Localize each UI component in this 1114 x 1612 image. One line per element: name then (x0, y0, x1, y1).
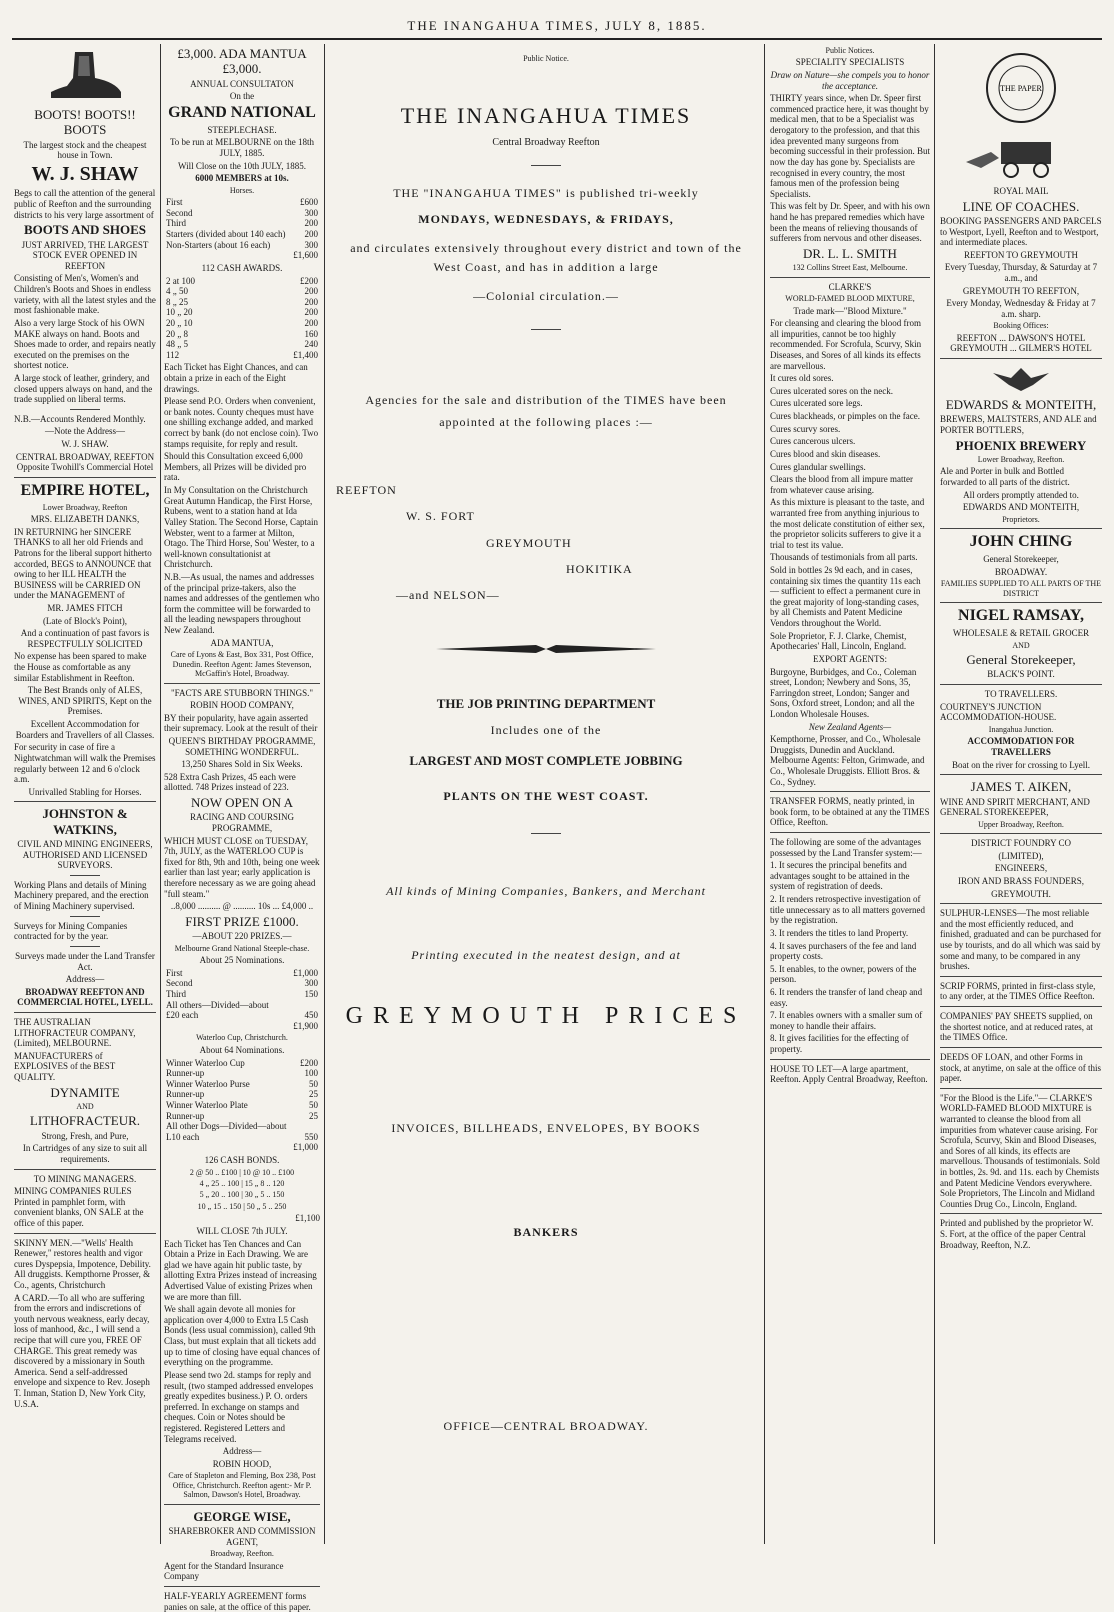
ada-sig: ADA MANTUA, (210, 637, 274, 648)
engineers: ENGINEERS, (994, 863, 1048, 874)
bonds-row: 2 @ 50 .. £100 | 10 @ 10 .. £100 (189, 1167, 295, 1177)
queens-birthday: QUEEN'S BIRTHDAY PROGRAMME, SOMETHING WONDERFUL. (168, 735, 316, 757)
central-broadway: Central Broadway Reefton (492, 137, 600, 149)
accommodation-travellers: ACCOMMODATION FOR TRAVELLERS (967, 736, 1075, 757)
john-ching: JOHN CHING (969, 533, 1073, 551)
table-row: £20 each 450 (166, 1010, 318, 1021)
best-brands: The Best Brands only of ALES, WINES, AND SPIRITS, Kept on the Premises. (18, 685, 152, 717)
list-item: 6. It renders the transfer of land cheap and easy. (770, 986, 923, 1008)
lithofrac-company: THE AUSTRALIAN LITHOFRACTEUR COMPANY, (Limited), MELBOURNE. (14, 1016, 136, 1049)
thirty-years: THIRTY years since, when Dr. Speer first commenced practice here, it was thought by medical men, that to be a Specialist was derogatory to the profession, and that this idea prevented many surgeons from becoming successful in their profession. But now the day has gone by. Specialists are recognised in every country, the most famous men of the profession being Specialists. (770, 93, 930, 199)
table-row: Second 300 (166, 207, 318, 218)
lithofracteur: LITHOFRACTEUR. (29, 1113, 141, 1129)
bonds-row: 10 „ 15 .. 150 | 50 „ 5 .. 250 (197, 1201, 287, 1211)
table-row: 48 „ 5 240 (166, 339, 318, 350)
address-2: Address— (222, 1446, 262, 1457)
svg-text:THE PAPER: THE PAPER (1000, 84, 1042, 93)
export-agents: EXPORT AGENTS: (812, 653, 888, 664)
table-row: Third 200 (166, 218, 318, 229)
gns-table (164, 968, 320, 1032)
boots-and-shoes: BOOTS AND SHOES (23, 222, 147, 238)
edwards-monteith: EDWARDS & MONTEITH, (945, 397, 1097, 413)
strong-fresh: Strong, Fresh, and Pure, (41, 1130, 129, 1141)
table-row: Second 300 (166, 978, 318, 989)
table-row: Third 150 (166, 989, 318, 1000)
manufacturers: MANUFACTURERS of EXPLOSIVES of the BEST QUALITY. (14, 1050, 116, 1082)
list-item: Cures blood and skin diseases. (770, 448, 881, 459)
table-row: 10 „ 20 200 (166, 307, 318, 318)
list-item: Cures blackheads, or pimples on the face. (770, 411, 920, 422)
dynamite: DYNAMITE (50, 1084, 120, 1100)
broadway-5: BROADWAY. (994, 566, 1048, 577)
nb-names: N.B.—As usual, the names and addresses of the principal prize-takers, also the names and addresses of the gentlemen who form the committee will be forwarded to all the leading newspapers throughout New Zealand. (164, 571, 320, 635)
wholesale: WHOLESALE & RETAIL GROCER (952, 628, 1090, 639)
skinny-men: SKINNY MEN.—"Wells' Health Renewer," restores health and vigor cures Dyspepsia, Impotence, Debility. All druggists. Kempthorne Prosser, & Co., agents, Christchurch (14, 1237, 151, 1290)
table-row: 112 £1,400 (166, 349, 318, 360)
shaw-short: W. J. SHAW. (61, 438, 109, 449)
table-row: All others—Divided—about (166, 999, 269, 1010)
masthead-rule (12, 38, 1102, 40)
now-open: NOW OPEN ON A (191, 795, 293, 811)
table-row: £1,000 (293, 1142, 318, 1153)
table-row: Runner-up 25 (166, 1110, 318, 1121)
nz-agents: New Zealand Agents— (808, 721, 892, 732)
upper-broadway: Upper Broadway, Reefton. (978, 819, 1064, 829)
and-label: AND (76, 1101, 94, 1111)
invoices: INVOICES, BILLHEADS, ENVELOPES, BY BOOKS (391, 1120, 701, 1135)
fitch-late: (Late of Block's Point), (42, 615, 128, 626)
table-row: Winner Waterloo Plate 50 (166, 1099, 318, 1110)
plants: PLANTS ON THE WEST COAST. (443, 788, 649, 803)
bonds-row: 5 „ 20 .. 100 | 30 „ 5 .. 150 (199, 1190, 285, 1200)
column-2 (164, 44, 320, 1612)
table-row: Runner-up 25 (166, 1089, 318, 1100)
eagle-icon (991, 363, 1051, 393)
list-item: 1. It secures the principal benefits and advantages sought to be attained in the system of registration of deeds. (770, 860, 910, 892)
column-divider (934, 44, 935, 1544)
table-row: Starters (divided about 140 each) 200 (166, 229, 318, 240)
consisting: Consisting of Men's, Women's and Children's Boots and Shoes in endless variety, with all the latest styles and the most fashionable make. (14, 273, 156, 316)
sulphur: SULPHUR-LENSES—The most reliable and the most efficiently reduced, and finished, graduated and can be purchased for use by tourists, and do all which was said by some and many, to be compared in any brushes. (940, 908, 1102, 972)
horses-label: Horses. (229, 185, 255, 195)
list-item: 3. It renders the titles to land Property. (770, 927, 909, 938)
close-on: Will Close on the 10th JULY, 1885. (177, 160, 307, 171)
storekeeper: General Storekeeper, (983, 554, 1059, 565)
deeds-loan: DEEDS OF LOAN, and other Forms in stock, at anytime, on sale at the office of this paper. (940, 1051, 1102, 1084)
broadway-2: Broadway, Reefton. (210, 1549, 274, 1559)
as-this: As this mixture is pleasant to the taste, and warranted free from anything injurious to the most delicate constitution of either sex, the proprietor solicits sufferers to give it a trial to test its value. (770, 497, 925, 550)
column-divider (324, 44, 325, 1544)
working-plans: Working Plans and details of Mining Machinery prepared, and the erection of Mining Machinery supervised. (14, 879, 149, 912)
grand-national: GRAND NATIONAL (168, 103, 316, 121)
iron-brass: IRON AND BRASS FOUNDERS, (957, 876, 1085, 886)
to-travellers: TO TRAVELLERS. (984, 689, 1058, 700)
blood-life: "For the Blood is the Life."— CLARKE'S WORLD-FAMED BLOOD MIXTURE is warranted to cleanse the blood from all impurities from whatever cause arising. For Scrofula, Scurvy, Skin and Blood Diseases, and Sores of all kinds, its effects are marvellous. Thousands of testimonials. Sold in bottles, 2s. 9d. and 11s. each by Chemists and Patent Medicine Vendors everywhere. Sole Proprietors, The Lincoln and Midland Counties Drug Co., Lincoln, England. (940, 1092, 1100, 1209)
list-item: 4. It saves purchasers of the fee and land property costs. (770, 940, 917, 962)
melb-gns: Melbourne Grand National Steeple-chase. (174, 943, 310, 953)
reefton-greymouth: REEFTON TO GREYMOUTH (963, 249, 1078, 260)
agent-for: Agent for the Standard Insurance Company (164, 1560, 284, 1582)
steeplechase: STEEPLECHASE. (207, 124, 277, 135)
list-item: 8. It gives facilities for the effecting of property. (770, 1033, 909, 1054)
limited: (LIMITED), (998, 850, 1044, 861)
greymouth-reefton: GREYMOUTH TO REEFTON, (962, 285, 1080, 296)
agency-reefton: REEFTON (336, 483, 397, 498)
list-item: Cures glandular swellings. (770, 461, 866, 472)
center-column (336, 44, 756, 1544)
sole-prop: Sole Proprietor, F. J. Clarke, Chemist, Apothecaries' Hall, Lincoln, England. (770, 630, 907, 652)
table-row: First £1,000 (166, 967, 318, 978)
nz-text: Kempthorne, Prosser, and Co., Wholesale Druggists, Dunedin and Auckland. Melbourne Agents: Felton, Grimwade, and Co., Wholesale Druggists. Elliott Bros. & Co., Sydney. (770, 734, 925, 787)
broadway-address: BROADWAY REEFTON AND COMMERCIAL HOTEL, LYELL. (17, 986, 153, 1008)
prize-table (164, 197, 320, 261)
shaw-intro: Begs to call the attention of the general public of Reefton and the surrounding districts to his very large assortment of (14, 188, 156, 220)
line-coaches: LINE OF COACHES. (962, 198, 1080, 214)
empire-loc: Lower Broadway, Reefton (42, 502, 128, 512)
awards-table (164, 276, 320, 361)
which-must: WHICH MUST CLOSE on TUESDAY, 7th, JULY, as the WATERLOO CUP is fixed for 8th, 9th and 10th, being one week earlier than last year; early application is therefore necessary as we are going ahead "full steam." (164, 835, 320, 899)
bonds-total: £1,100 (295, 1213, 320, 1224)
pay-sheets: COMPANIES' PAY SHEETS supplied, on the shortest notice, and at reduced rates, at the TIMES Office. (940, 1011, 1093, 1043)
facts: "FACTS ARE STUBBORN THINGS." (170, 687, 314, 698)
robin-hood-co: ROBIN HOOD COMPANY, (190, 700, 294, 711)
circulates: and circulates extensively throughout every district and town of the West Coast, and has in addition a large (350, 240, 742, 274)
popularity: BY their popularity, have again asserted their supremacy. Look at the result of their (164, 712, 318, 734)
agency-nelson: —and NELSON— (396, 587, 500, 602)
table-row: £1,900 (293, 1020, 318, 1031)
paper-title: THE INANGAHUA TIMES (400, 103, 692, 129)
cash-awards: 112 CASH AWARDS. (201, 262, 283, 273)
extra-prizes: 528 Extra Cash Prizes, 45 each were allotted. 748 Prizes instead of 223. (164, 771, 296, 793)
empire-hotel: EMPIRE HOTEL, (20, 481, 150, 499)
column-divider (764, 44, 765, 1544)
masthead: THE INANGAHUA TIMES, JULY 8, 1885. (407, 18, 707, 33)
shaw-address: CENTRAL BROADWAY, REEFTON Opposite Twohill's Commercial Hotel (15, 451, 155, 473)
list-item: Clears the blood from all impure matter from whatever cause arising. (770, 474, 913, 495)
ale-porter: Ale and Porter in bulk and Bottled forwarded to all parts of the district. (940, 466, 1070, 487)
civil-engineers: CIVIL AND MINING ENGINEERS, AUTHORISED AND LICENSED SURVEYORS. (17, 839, 153, 871)
on-the: On the (229, 91, 255, 102)
agency-ws-fort: W. S. FORT (406, 509, 475, 524)
table-row: 2 at 100 £200 (166, 275, 318, 286)
list-item: 2. It renders retrospective investigation of title unnecessary as to all matters governed by the registration. (770, 894, 925, 926)
list-item: Cures ulcerated sores on the neck. (770, 385, 893, 396)
table-row: Non-Starters (about 16 each) 300 (166, 239, 318, 250)
general-store: General Storekeeper, (966, 652, 1076, 668)
half-yearly: HALF-YEARLY AGREEMENT forms panies on sale, at the office of this paper. (164, 1590, 311, 1612)
sharebroker: SHAREBROKER AND COMMISSION AGENT, (168, 1526, 316, 1547)
column-1 (14, 44, 156, 1544)
boat: Boat on the river for crossing to Lyell. (952, 759, 1090, 770)
should-exceed: Should this Consultation exceed 6,000 Members, all Prizes will be divided pro rata. (164, 451, 307, 483)
each-ticket: Each Ticket has Eight Chances, and can obtain a prize in each of the Eight drawings. (164, 362, 308, 394)
specialist: SPECIALITY SPECIALISTS (795, 57, 905, 68)
list-item: 5. It enables, to the owner, powers of the person. (770, 963, 917, 985)
continuation: And a continuation of past favors is RESPECTFULLY SOLICITED (20, 628, 150, 649)
accounts: N.B.—Accounts Rendered Monthly. (14, 413, 146, 424)
blacks-point: BLACK'S POINT. (987, 669, 1055, 680)
cash-bonds: 126 CASH BONDS. (204, 1155, 280, 1165)
list-item: Cures ulcerated sore legs. (770, 398, 863, 409)
export-text: Burgoyne, Burbidges, and Co., Coleman street, London; Newbery and Sons, 35, Farringdon street, London; Sanger and Sons, Oxford street, London; and all the London Wholesale Houses. (770, 666, 917, 719)
table-row: 20 „ 10 200 (166, 317, 318, 328)
leather: A large stock of leather, grindery, and closed uppers always on hand, and the trade supplied on liberal terms. (14, 372, 153, 405)
clarkes: CLARKE'S (828, 281, 872, 292)
in-my: In My Consultation on the Christchurch Great Autumn Handicap, the First Horse, Rubens, went to a station hand at Ida Valley Station. The Second Horse, Captain Webster, went to a farmer at Milton, Otago. The Third Horse, Sou' Wester, to a well-known consultationist at Christchurch. (164, 485, 319, 570)
waterloo-table (164, 1058, 320, 1153)
table-row: 8 „ 25 200 (166, 296, 318, 307)
members: 6000 MEMBERS at 10s. (195, 173, 289, 184)
just-arrived: JUST ARRIVED, THE LARGEST STOCK EVER OPENED IN REEFTON (21, 239, 149, 271)
johnston-watkins: JOHNSTON & WATKINS, (42, 806, 128, 837)
list-item: Cures cancerous ulcers. (770, 436, 856, 447)
cartridges: In Cartridges of any size to suit all requirements. (22, 1143, 148, 1164)
thousands: Thousands of testimonials from all parts. (770, 552, 918, 563)
note-address: —Note the Address— (45, 426, 125, 437)
table-row: £1,600 (293, 250, 318, 261)
phoenix-brewery: PHOENIX BREWERY (955, 437, 1087, 453)
agency-greymouth: GREYMOUTH (486, 535, 572, 550)
table-row: Winner Waterloo Cup £200 (166, 1057, 318, 1068)
brewers: BREWERS, MALTSTERS, AND ALE and PORTER BOTTLERS, (940, 414, 1097, 436)
wine-spirit: WINE AND SPIRIT MERCHANT, AND GENERAL STOREKEEPER, (940, 796, 1090, 818)
following: The following are some of the advantages possessed by the Land Transfer system:— (770, 837, 922, 858)
courtney: COURTNEY'S JUNCTION ACCOMMODATION-HOUSE. (940, 701, 1057, 723)
table-row: All other Dogs—Divided—about (166, 1121, 287, 1132)
first-prize: FIRST PRIZE £1000. (185, 913, 299, 929)
nominations-25: About 25 Nominations. (199, 955, 285, 966)
house-to-let: HOUSE TO LET—A large apartment, Reefton. Apply Central Broadway, Reefton. (770, 1063, 928, 1085)
table-row: 20 „ 8 160 (166, 328, 318, 339)
public-notice: Public Notice. (523, 54, 569, 63)
list-item: It cures old sores. (770, 373, 834, 384)
please-send-2: Please send two 2d. stamps for reply and result, (two stamped addressed envelopes greatly expedites business.) P. O. orders preferred. In exchange on stamps and cheques. Coin or Notes should be registered. Registered Letters and Telegrams received. (164, 1369, 314, 1444)
and-5: AND (1012, 640, 1030, 650)
smith-addr: 132 Collins Street East, Melbourne. (792, 263, 908, 273)
shares-sold: 13,250 Shares Sold in Six Weeks. (181, 759, 303, 770)
bankers: BANKERS (513, 1224, 579, 1239)
greymouth-prices: GREYMOUTH PRICES (345, 1003, 747, 1030)
office: OFFICE—CENTRAL BROADWAY. (443, 1418, 649, 1433)
ornamental-rule (436, 642, 656, 656)
mining-managers: TO MINING MANAGERS. (33, 1173, 137, 1184)
boots-sub: The largest stock and the cheapest house in Town. (23, 139, 147, 161)
nigel-ramsay: NIGEL RAMSAY, (958, 607, 1084, 625)
stabling: Unrivalled Stabling for Horses. (28, 786, 142, 797)
boot-icon (45, 48, 125, 103)
table-row: 4 „ 50 200 (166, 286, 318, 297)
booking: BOOKING PASSENGERS AND PARCELS to Westport, Lyell, Reefton and to Westport, and intermediate places. (940, 215, 1102, 248)
world-famed: WORLD-FAMED BLOOD MIXTURE, (785, 294, 915, 304)
schedule: Every Tuesday, Thursday, & Saturday at 7 a.m., and (944, 262, 1098, 283)
for-cleansing: For cleansing and clearing the blood from all impurities, cannot be too highly recommended. For Scrofula, Scurvy, Skin Diseases, and Sores of all kinds its effects are marvellous. (770, 318, 922, 371)
eight-thousand: ..8,000 .......... @ .......... 10s ... £4,000 .. (170, 901, 314, 912)
please-send: Please send P.O. Orders when convenient, or bank notes. County cheques must have one shilling exchange added, and marked correct by bank (do not enclose coin). Two stamps requisite, for reply and result. (164, 396, 319, 449)
surveys-land: Surveys made under the Land Transfer Act. (15, 950, 155, 972)
trademark: Trade mark—"Blood Mixture." (793, 305, 907, 316)
boots-heading: BOOTS! BOOTS!! BOOTS (34, 107, 136, 138)
ada-mantua-header: £3,000. ADA MANTUA £3,000. (177, 46, 307, 77)
table-row: First £600 (166, 197, 318, 208)
james-aiken: JAMES T. AIKEN, (970, 779, 1072, 795)
draw-nature: Draw on Nature—she compels you to honor the acceptance. (770, 70, 930, 91)
proprietors: Proprietors. (1002, 514, 1040, 524)
fitch: MR. JAMES FITCH (47, 603, 123, 613)
danks: MRS. ELIZABETH DANKS, (30, 514, 140, 525)
surveys-mining: Surveys for Mining Companies contracted for by the year. (14, 920, 128, 942)
column-divider (160, 44, 161, 1544)
danks-text: IN RETURNING her SINCERE THANKS to all her old Friends and Patrons for the liberal support hitherto accorded, BEGS to ANNOUNCE that owing to her ILL HEALTH the BUSINESS will be CARRIED ON under the MANAGEMENT of (14, 526, 152, 601)
families-supplied: FAMILIES SUPPLIED TO ALL PARTS OF THE DISTRICT (940, 579, 1102, 598)
nominations-64: About 64 Nominations. (199, 1044, 285, 1055)
own-make: Also a very large Stock of his OWN MAKE always on hand. Boots and Shoes made to order, and repairs neatly executed on the premises on the shortest notice. (14, 317, 156, 371)
schedule-2: Every Monday, Wednesday & Friday at 7 a.m. sharp. (946, 298, 1096, 319)
bonds-row: 4 „ 25 .. 100 | 15 „ 8 .. 120 (199, 1179, 285, 1189)
greymouth-5: GREYMOUTH. (991, 888, 1051, 899)
phoenix-loc: Lower Broadway, Reefton. (977, 454, 1065, 464)
public-notices-4: Public Notices. (825, 46, 875, 55)
dr-smith: DR. L. L. SMITH (803, 245, 897, 261)
paper-emblem-icon (961, 48, 1081, 128)
printed-published: Printed and published by the proprietor W. S. Fort, at the office of the paper Central Broadway, Reefton, N.Z. (940, 1218, 1094, 1250)
address-label: Address— (65, 974, 105, 985)
offices: REEFTON ... DAWSON'S HOTEL GREYMOUTH ... GILMER'S HOTEL (950, 332, 1092, 354)
this-was: This was felt by Dr. Speer, and with his own hand he has prepared remedies which have been the means of relieving thousands of sufferers from nervous and other diseases. (770, 201, 930, 244)
transfer-forms: TRANSFER FORMS, neatly printed, in book form, to be obtained at any the TIMES Office, Reefton. (770, 796, 930, 828)
table-row: Runner-up 100 (166, 1068, 318, 1079)
mining-rules: MINING COMPANIES RULES Printed in pamphlet form, with convenient blanks, ON SALE at the office of this paper. (14, 1186, 144, 1228)
racing-coursing: RACING AND COURSING PROGRAMME, (189, 812, 294, 833)
colonial: —Colonial circulation.— (473, 288, 619, 303)
waterloo: Waterloo Cup, Christchurch. (196, 1033, 288, 1043)
a-card: A CARD.—To all who are suffering from the errors and indiscretions of youth nervous weakness, early decay, loss of manhood, &c., I will send a recipe that will cure you, FREE OF CHARGE. This great remedy was discovered by a missionary in South America. Send a self-addressed envelope and sixpence to Rev. Joseph T. Inman, Station D, New York City, U.S.A. (14, 1292, 150, 1409)
largest: LARGEST AND MOST COMPLETE JOBBING (409, 753, 683, 769)
edwards-2: EDWARDS AND MONTEITH, (962, 502, 1080, 513)
annual-consultation: ANNUAL CONSULTATON (190, 78, 294, 89)
column-5 (940, 44, 1102, 1544)
robin-addr: Care of Stapleton and Fleming, Box 238, Post Office, Christchurch. Reefton agent:- Mr P. Salmon, Dawson's Hotel, Broadway. (168, 1471, 316, 1500)
days: MONDAYS, WEDNESDAYS, & FRIDAYS, (418, 212, 674, 227)
job-printing: THE JOB PRINTING DEPARTMENT (436, 696, 656, 711)
district-foundry: DISTRICT FOUNDRY CO (970, 838, 1071, 849)
fire-notice: For security in case of fire a Nightwatchman will walk the Premises regularly between 12 and 6 o'clock a.m. (14, 742, 156, 785)
inangahua-junction: Inangahua Junction. (988, 724, 1054, 734)
agencies: Agencies for the sale and distribution of the TIMES have been appointed at the following places :— (365, 393, 727, 429)
agency-hokitika: HOKITIKA (566, 561, 633, 576)
royal-mail: ROYAL MAIL (993, 186, 1049, 196)
about-prizes: —ABOUT 220 PRIZES.— (192, 931, 292, 942)
george-wise: GEORGE WISE, (193, 1508, 291, 1524)
accommodation: Excellent Accommodation for Boarders and Travellers of all Classes. (15, 719, 155, 740)
sold-bottles: Sold in bottles 2s 9d each, and in cases, containing six times the quantity 11s each — sufficient to effect a permanent cure in the great majority of long-standing cases, by all Chemists and Patent Medicine Vendors throughout the World. (770, 565, 921, 629)
run-at: To be run at MELBOURNE on the 18th JULY, 1885. (169, 137, 315, 158)
shaw-name: W. J. SHAW (31, 162, 139, 185)
booking-offices: Booking Offices: (993, 321, 1049, 331)
list-item: 7. It enables owners with a smaller sum of money to handle their affairs. (770, 1010, 923, 1031)
no-expense: No expense has been spared to make the House as comfortable as any similar Establishment in Reefton. (14, 651, 147, 683)
column-4 (770, 44, 930, 1544)
list-item: Cures scurvy sores. (770, 423, 841, 434)
table-row: Winner Waterloo Purse 50 (166, 1078, 318, 1089)
robin-sig: ROBIN HOOD, (212, 1458, 272, 1469)
will-close: WILL CLOSE 7th JULY. (196, 1225, 288, 1236)
all-kinds: All kinds of Mining Companies, Bankers, and Merchant (386, 883, 706, 898)
each-ticket-2: Each Ticket has Ten Chances and Can Obtain a Prize in Each Drawing. We are glad we have again hit public taste, by allotting Extra Prizes instead of increasing Advertised Value of existing Prizes when we are more than fill. (164, 1238, 317, 1302)
table-row: L10 each 550 (166, 1131, 318, 1142)
orders: All orders promptly attended to. (963, 489, 1079, 500)
published: THE "INANGAHUA TIMES" is published tri-weekly (393, 186, 699, 201)
includes: Includes one of the (490, 723, 602, 738)
printing-executed: Printing executed in the neatest design, and at (411, 948, 681, 963)
we-shall: We shall again devote all monies for application over 4,000 to Extra L5 Cash Bonds (less usual commission), called 9th Class, but must explain that all tickets add up to time of closing have equal chances of everything on the programme. (164, 1304, 320, 1368)
scrip-forms: SCRIP FORMS, printed in first-class style, to any order, at the TIMES Office Reefton. (940, 980, 1096, 1002)
coach-icon (961, 132, 1081, 182)
ada-addr: Care of Lyons & East, Box 331, Post Office, Dunedin. Reefton Agent: James Stevenson, McGaffin's Hotel, Broadway. (170, 650, 314, 679)
